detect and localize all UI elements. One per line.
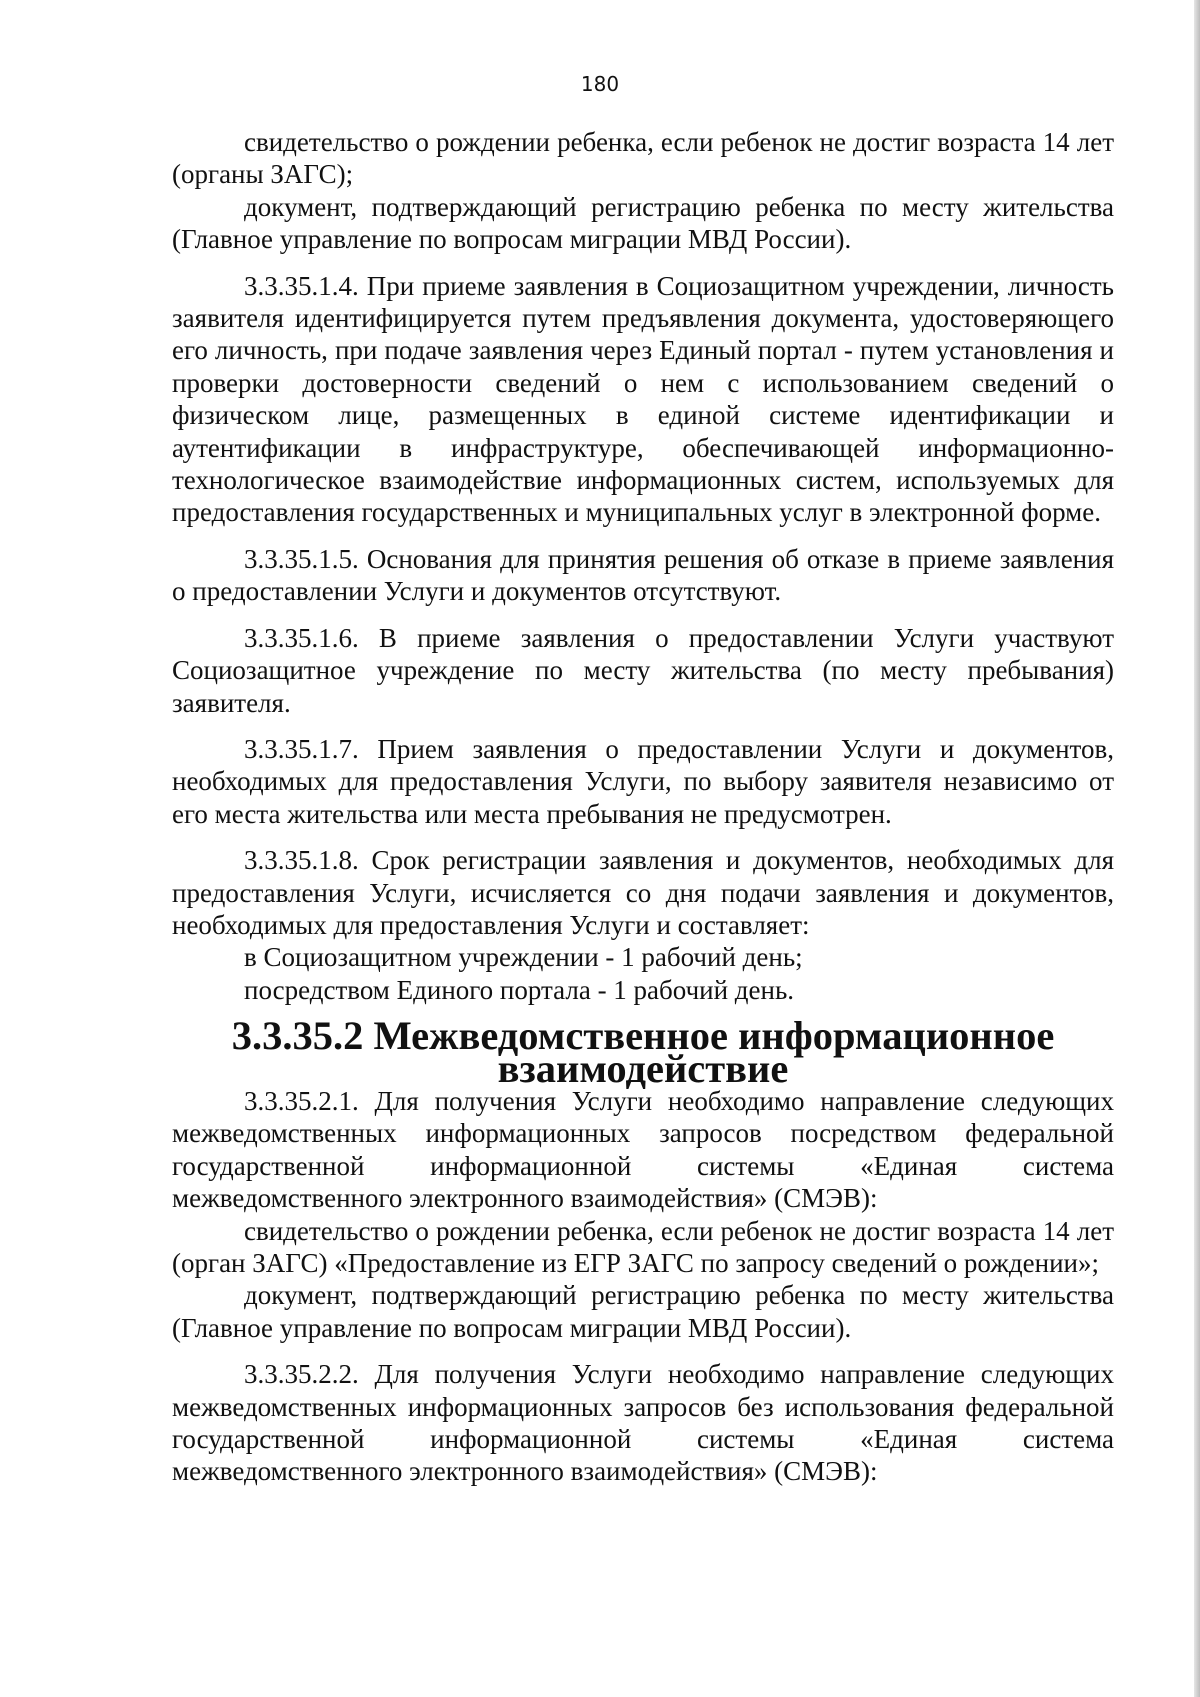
paragraph: документ, подтверждающий регистрацию ребенка по месту жительства (Главное управление по вопросам миграции МВД России).: [172, 191, 1114, 255]
paragraph: 3.3.35.1.5. Основания для принятия решения об отказе в приеме заявления о предоставлении Услуги и документов отсутствуют.: [172, 543, 1114, 607]
paragraph: в Социозащитном учреждении - 1 рабочий день;: [244, 942, 803, 973]
paragraph: 3.3.35.1.6. В приеме заявления о предоставлении Услуги участвуют Социозащитное учреждение по месту жительства (по месту пребывания) заявителя.: [172, 622, 1114, 718]
paragraph: документ, подтверждающий регистрацию ребенка по месту жительства (Главное управление по вопросам миграции МВД России).: [172, 1280, 1114, 1343]
paragraph: 3.3.35.2.2. Для получения Услуги необходимо направление следующих межведомственных информационных запросов без использования федеральной государственной информационной системы «Единая система межведомственного электронного взаимодействия» (СМЭВ):: [172, 1359, 1114, 1487]
document-body: [172, 126, 1114, 1488]
paragraph: 3.3.35.1.8. Срок регистрации заявления и документов, необходимых для предоставления Услуги, исчисляется со дня подачи заявления и документов, необходимых для предоставления Услуги и составляет:: [172, 845, 1114, 940]
page-number: 180: [580, 72, 620, 96]
paragraph: 3.3.35.2.1. Для получения Услуги необходимо направление следующих межведомственных информационных запросов посредством федеральной государственной информационной системы «Единая система межведомственного электронного взаимодействия» (СМЭВ):: [172, 1085, 1114, 1214]
paragraph: свидетельство о рождении ребенка, если ребенок не достиг возраста 14 лет (орган ЗАГС) «Предоставление из ЕГР ЗАГС по запросу сведений о рождении»;: [172, 1215, 1114, 1278]
section-heading: 3.3.35.2 Межведомственное информационное взаимодействие: [231, 1013, 1055, 1091]
paragraph: 3.3.35.1.7. Прием заявления о предоставлении Услуги и документов, необходимых для предоставления Услуги, по выбору заявителя независимо от его места жительства или места пребывания не предусмотрен.: [172, 733, 1114, 829]
paragraph: посредством Единого портала - 1 рабочий день.: [244, 974, 795, 1005]
page-edge: [1194, 0, 1200, 1697]
paragraph: 3.3.35.1.4. При приеме заявления в Социозащитном учреждении, личность заявителя идентифицируется путем предъявления документа, удостоверяющего его личность, при подаче заявления через Единый портал - путем установления и проверки достоверности сведений о нем с использованием сведений о физическом лице, размещенных в единой системе идентификации и аутентификации в инфраструктуре, обеспечивающей информационно-технологическое взаимодействие информационных систем, используемых для предоставления государственных и муниципальных услуг в электронной форме.: [172, 270, 1114, 528]
paragraph: свидетельство о рождении ребенка, если ребенок не достиг возраста 14 лет (органы ЗАГС);: [172, 127, 1114, 190]
